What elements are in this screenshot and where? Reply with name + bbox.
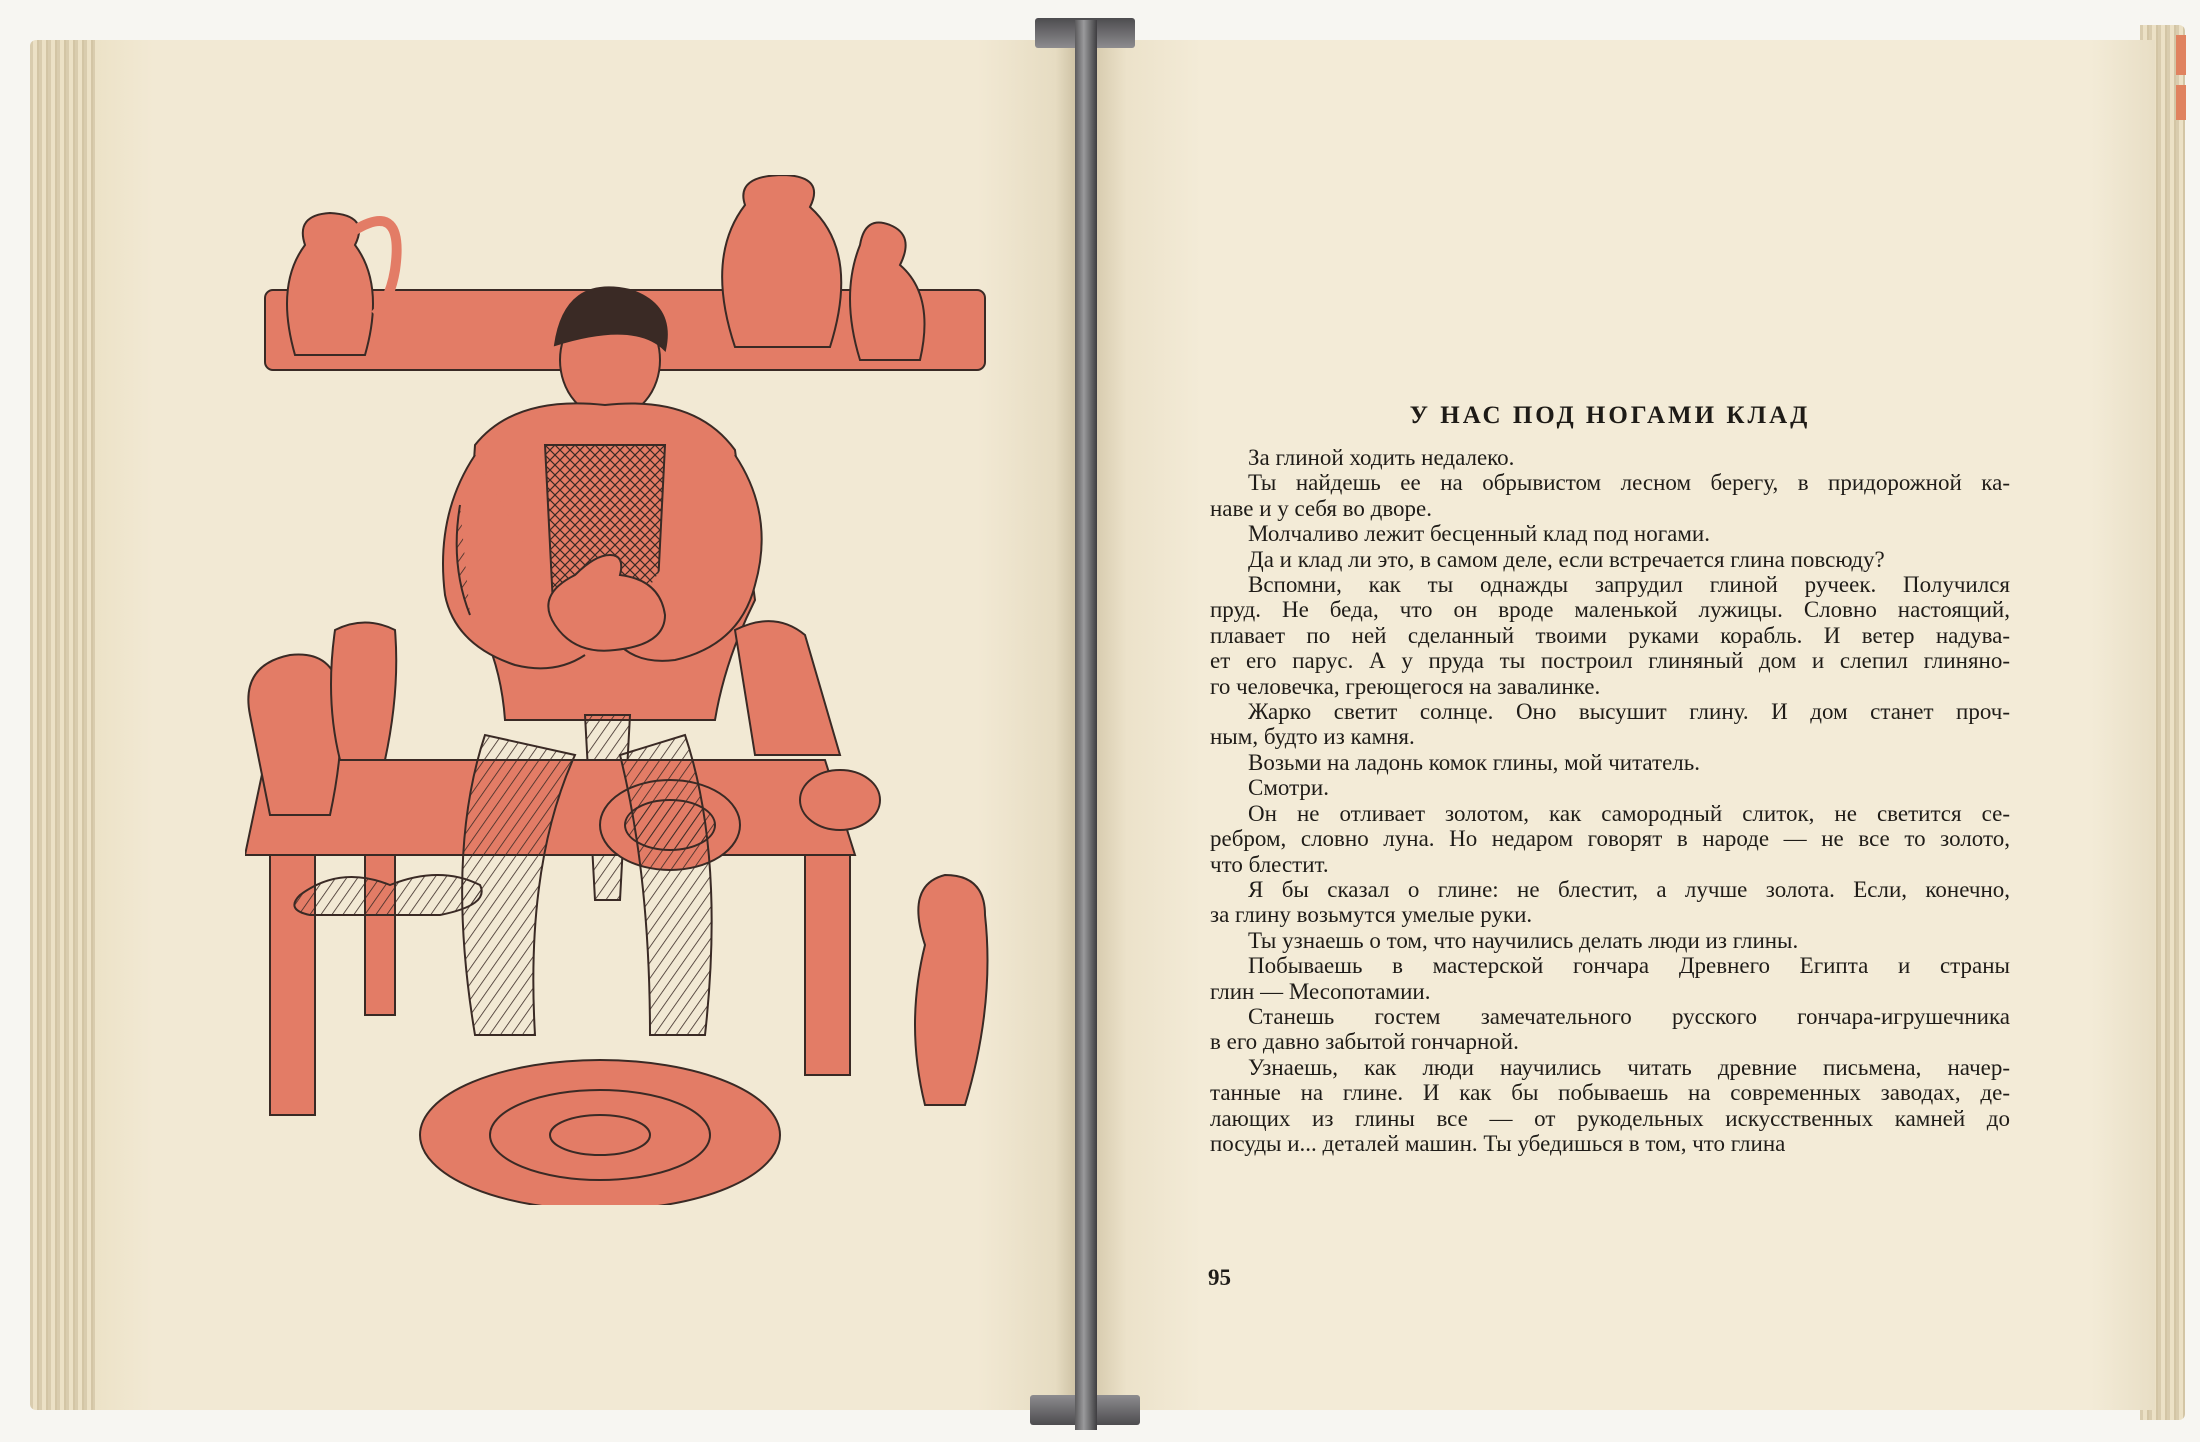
text-line: Ты узнаешь о том, что научились делать люди из глины. [1248, 927, 1799, 953]
text-line: лающих из глины все — от рукодельных искусственных камней до [1210, 1105, 2010, 1131]
text-line: Побываешь в мастерской гончара Древнего Египта и страны [1248, 953, 2010, 979]
vase [331, 623, 396, 761]
text-line: Узнаешь, как люди научились читать древние письмена, начер- [1248, 1054, 2010, 1080]
bookmark-tab [2176, 35, 2186, 75]
text-line: Молчаливо лежит бесценный клад под ногами. [1248, 521, 1710, 547]
text-line: глин — Месопотамии. [1210, 978, 1431, 1004]
small-bowl [800, 770, 880, 830]
bookmark-tab [2176, 85, 2186, 120]
text-line: Он не отливает золотом, как самородный слиток, не светится се- [1248, 800, 2010, 826]
text-line: ет его парус. А у пруда ты построил глиняный дом и слепил глиняно- [1210, 648, 2010, 674]
text-line: Станешь гостем замечательного русского гончара-игрушечника [1248, 1003, 2010, 1029]
book-spine [1075, 20, 1097, 1430]
text-line: ребром, словно луна. Но недаром говорят в народе — не все то золото, [1210, 826, 2010, 852]
vase [735, 621, 840, 755]
text-line: ным, будто из камня. [1210, 724, 1415, 750]
text-line: за глину возьмутся умелые руки. [1210, 902, 1533, 928]
legs [462, 735, 575, 1035]
potter-illustration [245, 175, 1010, 1205]
text-line: Жарко светит солнце. Оно высушит глину. И дом станет проч- [1248, 699, 2010, 725]
text-line: Да и клад ли это, в самом деле, если встречается глина повсюду? [1248, 546, 1885, 572]
kick-wheel [420, 1060, 780, 1205]
text-line: Ты найдешь ее на обрывистом лесном берегу, в придорожной ка- [1248, 470, 2010, 496]
text-line: пруд. Не беда, что он вроде маленькой лужицы. Словно настоящий, [1210, 597, 2010, 623]
text-line: го человечка, греющегося на завалинке. [1210, 673, 1601, 699]
text-line: плавает по ней сделанный твоими руками корабль. И ветер надува- [1210, 622, 2010, 648]
chapter-title: У НАС ПОД НОГАМИ КЛАД [1409, 402, 1811, 429]
text-line: Смотри. [1248, 775, 1329, 801]
jug [722, 175, 841, 347]
text-line: посуды и... деталей машин. Ты убедишься в том, что глина [1210, 1130, 1786, 1156]
left-page-edges [30, 40, 100, 1410]
text-line: Я бы сказал о глине: не блестит, а лучше золота. Если, конечно, [1248, 876, 2010, 902]
text-line: За глиной ходить недалеко. [1248, 445, 1515, 470]
tall-jug [915, 875, 988, 1105]
page-number: 95 [1208, 1265, 1231, 1290]
text-line: в его давно забытой гончарной. [1210, 1029, 1519, 1055]
jug [850, 223, 925, 361]
text-line: наве и у себя во дворе. [1210, 495, 1432, 521]
jug [287, 213, 373, 355]
text-line: Вспомни, как ты однажды запрудил глиной ручеек. Получился [1248, 572, 2010, 598]
body-text [1210, 445, 2010, 1156]
text-line: что блестит. [1210, 851, 1329, 877]
text-line: танные на глине. И как бы побываешь на современных заводах, де- [1210, 1080, 2010, 1106]
text-line: Возьми на ладонь комок глины, мой читатель. [1248, 749, 1701, 775]
